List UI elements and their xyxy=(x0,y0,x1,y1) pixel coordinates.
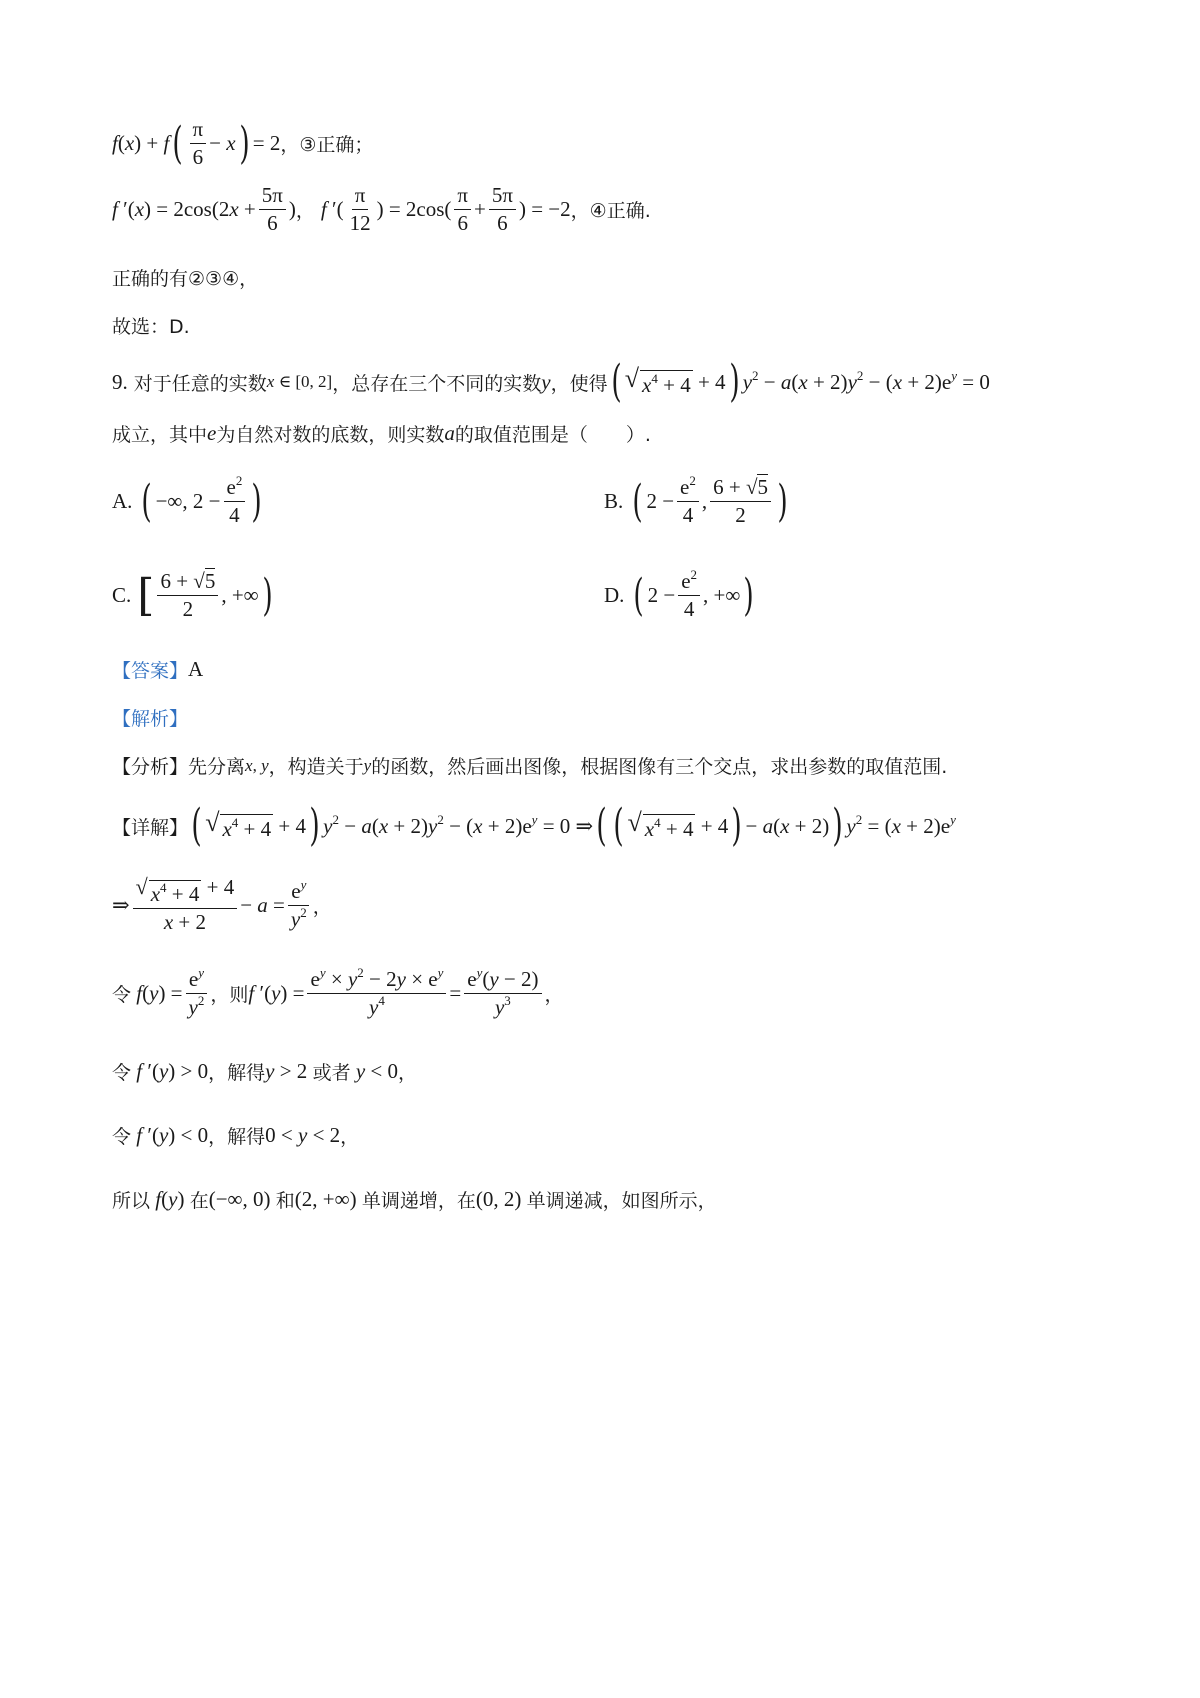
question-9-stem: 9. 对于任意的实数 x ∈ [0, 2] ，总存在三个不同的实数 y ，使得 ( √ $x^4 + 4$ + 4 ) $y^2 - a(x + 2)y^2 - (x + 2)e^y = 0$ xyxy=(112,356,990,407)
option-d[interactable]: D. ( 2 − $\frac{e^2}{4}$ , +∞ ) xyxy=(604,567,755,622)
monotonicity-conclusion: 所以 f(y) 在 (−∞, 0) 和 (2, +∞) 单调递增，在 (0, 2) 单调递减，如图所示， xyxy=(112,1187,717,1212)
decreasing-condition: 令 f ′(y) < 0 ，解得 0 < y < 2 ， xyxy=(112,1123,360,1148)
xiangjie-line: 【详解】 ( √ $x^4 + 4$ + 4 ) $y^2 - a(x + 2)y^2 - (x + 2)e^y = 0$ ⇒ ( ( √ $x^4 + 4$ + 4 ) − a(x + 2) ) $y^2 = (x + 2)e^y$ xyxy=(112,800,956,851)
option-b[interactable]: B. ( 2 − $\frac{e^2}{4}$ , $\frac{6 + √5}{2}$ ) xyxy=(604,473,788,528)
question-9-stem-cont: 成立，其中 e 为自然对数的底数，则实数 a 的取值范围是（ ）. xyxy=(112,421,651,446)
answer-tag: 【答案】 xyxy=(112,660,189,682)
question-number: 9. xyxy=(112,369,128,394)
option-c[interactable]: C. [ $\frac{6 + √5}{2}$ , +∞ ) xyxy=(112,569,273,622)
comment-3-correct: ③正确； xyxy=(299,134,374,157)
separated-equation: ⇒ √ $x^4 + 4$ + 4 x + 2 − a = $\frac{e^y}{y^2}$ ， xyxy=(112,874,332,935)
answer-value: A xyxy=(188,657,204,681)
line-derivative: f ′(x) = 2cos(2x + $\frac{5\pi}{6}$ ) ， f ′( $\frac{\pi}{12}$ ) = 2cos( $\frac{\pi}{6}$ + $\frac{5\pi}{6}$ ) = −2 ， ④正确. xyxy=(112,183,651,236)
answer-line xyxy=(112,656,203,683)
comment-4-correct: ④正确. xyxy=(589,200,651,223)
option-a[interactable]: A. ( −∞, 2 − $\frac{e^2}{4}$ ) xyxy=(112,473,263,528)
correct-list: 正确的有②③④， xyxy=(112,268,259,290)
define-f: 令 f(y) = $\frac{e^y}{y^2}$ ，则 f ′(y) = $\frac{e^y \times y^2 - 2y \times e^y}{y^4}$ = $\frac{e^y(y - 2)}{y^3}$ ， xyxy=(112,965,564,1020)
line-sum-identity: f(x) + f ( $\frac{\pi}{6}$ − x ) = 2 ， ③正确； xyxy=(112,117,374,170)
fenxi-line: 【分析】 先分离 x, y ，构造关于 y 的函数，然后画出图像，根据图像有三个交点，求出参数的取值范围. xyxy=(112,755,948,778)
analysis-tag: 【解析】 xyxy=(112,708,189,730)
increasing-condition: 令 f ′(y) > 0 ，解得 y > 2 或者 y < 0 ， xyxy=(112,1059,418,1084)
choose-answer: 故选：D. xyxy=(112,316,190,338)
